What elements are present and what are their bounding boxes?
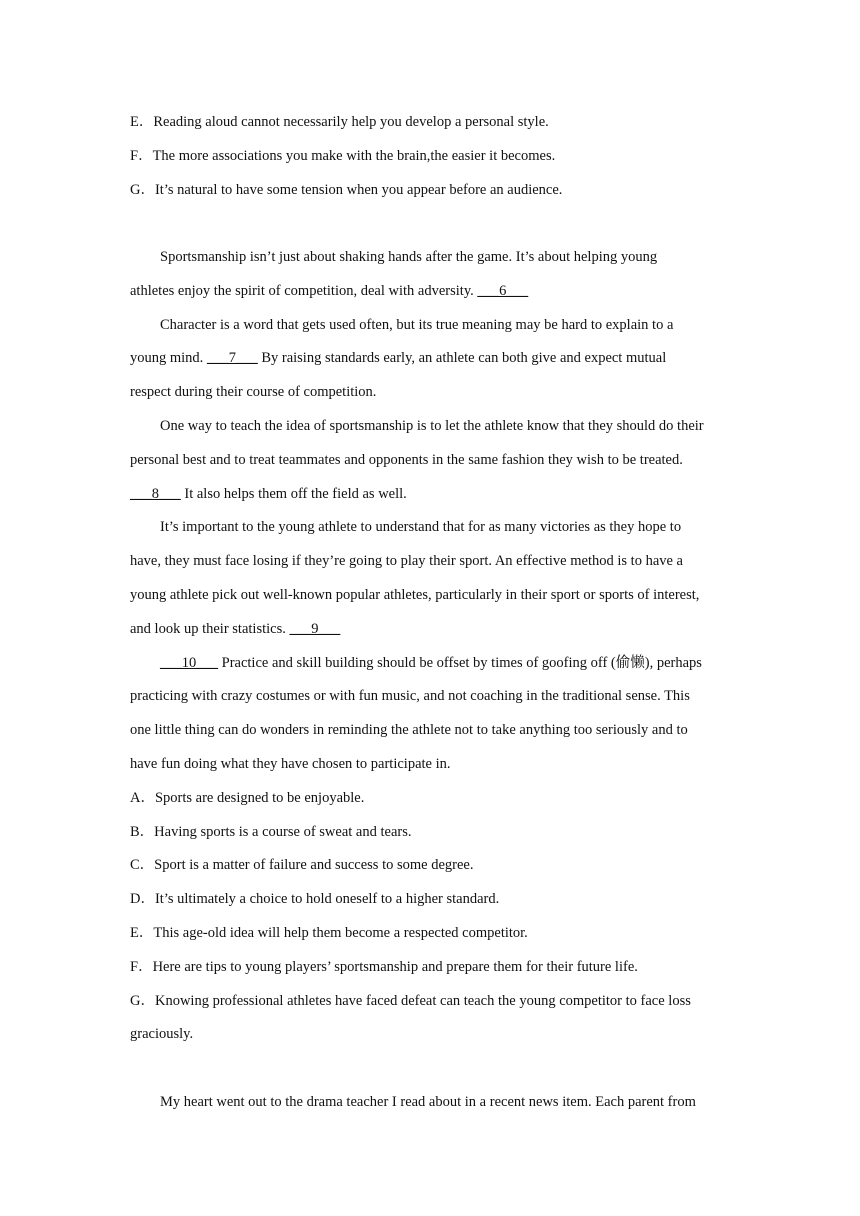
text: athletes enjoy the spirit of competition, deal with adversity. [130,283,478,299]
text: and look up their statistics. [130,621,290,637]
paragraph-1-line-2 [130,281,740,301]
text: By raising standards early, an athlete can both give and expect mutual [257,350,667,366]
paragraph-4-line-4 [130,619,740,639]
paragraph-2-line-3: respect during their course of competition. [130,384,377,400]
next-passage-line-1: My heart went out to the drama teacher I read about in a recent news item. Each parent from [160,1094,696,1110]
option-d: D．It’s ultimately a choice to hold oneself to a higher standard. [130,891,500,907]
paragraph-5-line-1 [160,653,770,673]
option-a: A．Sports are designed to be enjoyable. [130,790,365,806]
option-f: F．Here are tips to young players’ sportsmanship and prepare them for their future life. [130,959,638,975]
paragraph-5-line-4: have fun doing what they have chosen to participate in. [130,756,451,772]
text: young mind. [130,350,207,366]
option-c: C．Sport is a matter of failure and success to some degree. [130,857,474,873]
paragraph-3-line-3 [130,484,740,504]
blank-10: ___10___ [160,655,218,671]
paragraph-4-line-3: young athlete pick out well-known popular athletes, particularly in their sport or sports of interest, [130,587,700,603]
paragraph-5-line-3: one little thing can do wonders in reminding the athlete not to take anything too seriously and to [130,722,688,738]
paragraph-5-line-2: practicing with crazy costumes or with fun music, and not coaching in the traditional sense. This [130,688,690,704]
paragraph-2-line-1: Character is a word that gets used often, but its true meaning may be hard to explain to a [160,317,674,333]
text: It also helps them off the field as well. [180,486,407,502]
blank-6: ___6___ [477,283,529,299]
text: Practice and skill building should be offset by times of goofing off (偷懒), perhaps [218,655,702,671]
paragraph-4-line-1: It’s important to the young athlete to understand that for as many victories as they hope to [160,519,682,535]
paragraph-3-line-2: personal best and to treat teammates and opponents in the same fashion they wish to be treated. [130,452,683,468]
blank-8: ___8___ [130,486,181,502]
option-f-prev: F．The more associations you make with the brain,the easier it becomes. [130,148,556,164]
option-e: E．This age-old idea will help them become a respected competitor. [130,925,528,941]
blank-9: ___9___ [289,621,341,637]
option-g: G．Knowing professional athletes have faced defeat can teach the young competitor to face loss [130,993,691,1009]
option-g-prev: G．It’s natural to have some tension when you appear before an audience. [130,182,563,198]
paragraph-1-line-1: Sportsmanship isn’t just about shaking hands after the game. It’s about helping young [160,249,658,265]
paragraph-4-line-2: have, they must face losing if they’re going to play their sport. An effective method is to have a [130,553,683,569]
blank-7: ___7___ [206,350,258,366]
paragraph-3-line-1: One way to teach the idea of sportsmanship is to let the athlete know that they should do their [160,418,704,434]
option-e-prev: E．Reading aloud cannot necessarily help you develop a personal style. [130,114,549,130]
option-b: B．Having sports is a course of sweat and tears. [130,824,412,840]
option-g-continued: graciously. [130,1026,194,1042]
paragraph-2-line-2 [130,348,740,368]
